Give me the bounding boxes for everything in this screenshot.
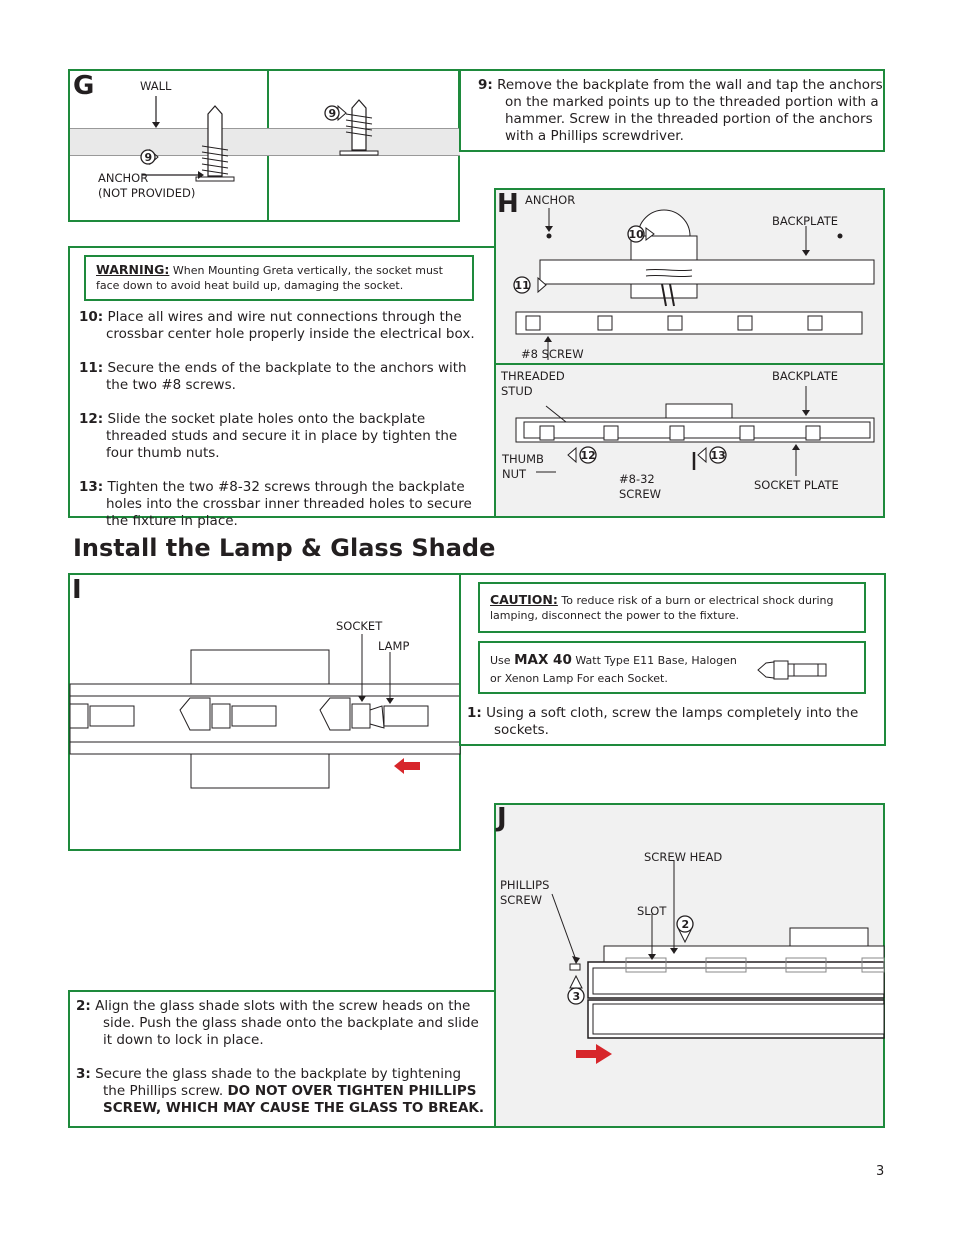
threaded-stud-label: THREADED STUD: [501, 369, 565, 398]
steps-2-3: [76, 998, 486, 1117]
step-9-text: 9: Remove the backplate from the wall and tap the anchors on the marked points up to the threaded portion with a hammer. Screw in the threaded portion of the anchors with a Phillips screwdriver.: [478, 77, 883, 144]
screw832-label: #8-32 SCREW: [619, 472, 661, 501]
anchor-label-h: ANCHOR: [525, 193, 576, 207]
install-heading: Install the Lamp & Glass Shade: [73, 534, 496, 562]
socket-plate-label: SOCKET PLATE: [754, 478, 839, 492]
backplate-label: BACKPLATE: [772, 214, 838, 228]
step-3: 3: Secure the glass shade to the backplate by tightening the Phillips screw. DO NOT OVER TIGHTEN PHILLIPS SCREW, WHICH MAY CAUSE THE GLASS TO BREAK.: [76, 1066, 485, 1116]
lamp-note-box: Use MAX 40 Watt Type E11 Base, Halogen or Xenon Lamp For each Socket.: [478, 641, 866, 694]
svg-text:9: 9: [328, 107, 337, 120]
svg-text:10: 10: [628, 228, 644, 241]
slide-arrow-icon: [394, 758, 420, 774]
screw-head-label: SCREW HEAD: [644, 850, 723, 864]
step-1: 1: Using a soft cloth, screw the lamps completely into the sockets.: [467, 705, 859, 738]
step-10: 10: Place all wires and wire nut connections through the crossbar center hole properly inside the electrical box.: [79, 309, 475, 342]
socket-label: SOCKET: [336, 619, 383, 633]
caution-title: CAUTION:: [490, 592, 558, 607]
page-number: 3: [876, 1164, 885, 1179]
phillips-screw-label: PHILLIPS SCREW: [500, 878, 550, 907]
lamp-label: LAMP: [378, 639, 410, 653]
svg-text:9: 9: [144, 151, 153, 164]
svg-text:11: 11: [514, 279, 530, 292]
svg-text:3: 3: [572, 990, 581, 1003]
warning-title: WARNING:: [96, 262, 170, 277]
caution-text: To reduce risk of a burn or electrical shock during lamping, disconnect the power to the fixture.: [490, 594, 834, 622]
svg-text:12: 12: [580, 449, 596, 462]
section-h-letter: H: [497, 189, 519, 219]
wall-label: WALL: [140, 79, 172, 93]
thumb-nut-label: THUMB NUT: [502, 452, 544, 481]
slot-label: SLOT: [637, 904, 667, 918]
section-j-letter: J: [497, 803, 507, 833]
backplate-label-2: BACKPLATE: [772, 369, 838, 383]
slide-arrow-icon: [576, 1044, 612, 1064]
caution-box: [478, 582, 866, 633]
backplate-drawing-h: [496, 190, 884, 516]
steps-10-13: [79, 309, 483, 530]
section-g-letter: G: [73, 71, 95, 101]
anchor-label: ANCHOR (NOT PROVIDED): [98, 171, 196, 200]
step-13: 13: Tighten the two #8-32 screws through the backplate holes into the crossbar inner threaded holes to secure the fixture in place.: [79, 479, 472, 529]
warning-text: When Mounting Greta vertically, the socket must face down to avoid heat build up, damaging the socket.: [96, 264, 443, 292]
warning-box: [84, 255, 474, 301]
anchor-icon: [196, 106, 234, 181]
svg-text:2: 2: [681, 918, 690, 931]
svg-text:13: 13: [710, 449, 726, 462]
halogen-lamp-icon: [756, 658, 828, 682]
lamp-drawing-i: [70, 640, 460, 790]
screw8-label: #8 SCREW: [521, 347, 584, 361]
glass-shade-drawing-j: [496, 840, 884, 1070]
step-2: 2: Align the glass shade slots with the screw heads on the side. Push the glass shade onto the backplate and slide it down to lock in place.: [76, 998, 479, 1048]
step-12: 12: Slide the socket plate holes onto the backplate threaded studs and secure it in place by tighten the four thumb nuts.: [79, 411, 458, 461]
anchor-icon: [340, 100, 378, 155]
section-i-letter: I: [72, 575, 82, 605]
anchor-drawing-g: [70, 70, 460, 222]
step-11: 11: Secure the ends of the backplate to the anchors with the two #8 screws.: [79, 360, 467, 393]
